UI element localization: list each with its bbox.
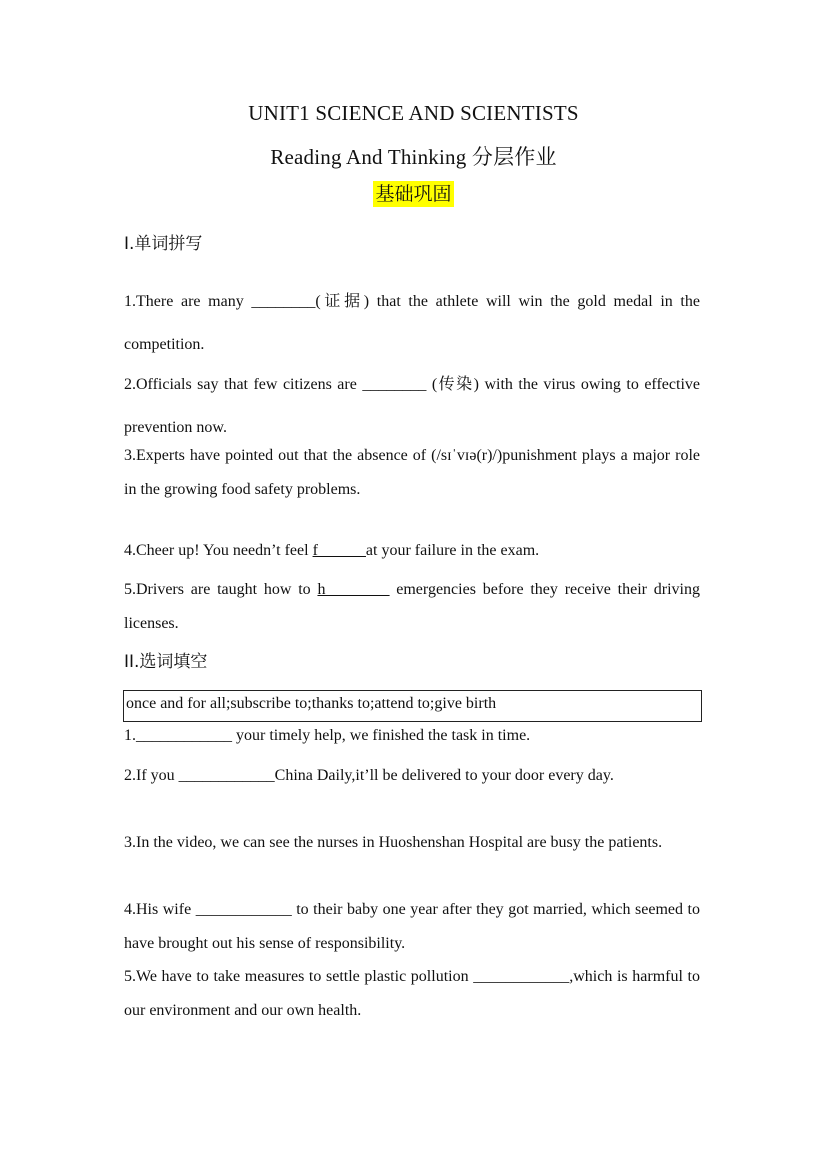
question-text: ) with the virus owing to effective prevention now. bbox=[124, 376, 700, 436]
page-title: UNIT1 SCIENCE AND SCIENTISTS bbox=[248, 101, 579, 125]
chinese-hint: 传染 bbox=[437, 374, 474, 393]
fill-question-3: 3.In the video, we can see the nurses in Huoshenshan Hospital are busy the patients. bbox=[124, 834, 663, 851]
chinese-hint: 证据 bbox=[320, 291, 364, 310]
spelling-question-3: 3.Experts have pointed out that the absence of (/sɪˈvɪə(r)/)punishment plays a major role in the growing food safety problems. bbox=[124, 447, 700, 498]
question-text: emergencies before they receive their driving licenses. bbox=[124, 581, 700, 632]
section-heading-spelling: I.单词拼写 bbox=[124, 234, 203, 254]
spelling-question-5 bbox=[124, 573, 700, 641]
level-badge-wrap bbox=[0, 181, 827, 207]
spelling-question-4 bbox=[124, 540, 700, 562]
question-text: at your failure in the exam. bbox=[365, 542, 540, 559]
question-text: 4.Cheer up! You needn’t feel bbox=[124, 542, 313, 559]
question-text: 1.There are many ________( bbox=[124, 293, 321, 310]
answer-blank: h________ bbox=[317, 581, 390, 598]
fill-question-5: 5.We have to take measures to settle plastic pollution ____________,which is harmful to our environment and our own health. bbox=[124, 968, 700, 1019]
question-text: 2.Officials say that few citizens are ________ ( bbox=[124, 376, 438, 393]
fill-question-4: 4.His wife ____________ to their baby one year after they got married, which seemed to have brought out his sense of responsibility. bbox=[124, 901, 700, 952]
section-heading-word-choice: II.选词填空 bbox=[124, 652, 208, 672]
fill-question-1: 1.____________ your timely help, we finished the task in time. bbox=[124, 727, 531, 744]
question-text: ) that the athlete will win the gold medal in the competition. bbox=[124, 293, 700, 353]
page-subtitle: Reading And Thinking 分层作业 bbox=[270, 145, 557, 169]
spelling-question-2 bbox=[124, 362, 700, 449]
fill-question-2: 2.If you ____________China Daily,it’ll be delivered to your door every day. bbox=[124, 767, 614, 784]
answer-blank: f______ bbox=[312, 542, 366, 559]
question-text: 5.Drivers are taught how to bbox=[124, 581, 318, 598]
word-bank-box: once and for all;subscribe to;thanks to;attend to;give birth bbox=[123, 690, 702, 722]
spelling-question-1 bbox=[124, 279, 700, 366]
level-badge: 基础巩固 bbox=[375, 183, 452, 205]
